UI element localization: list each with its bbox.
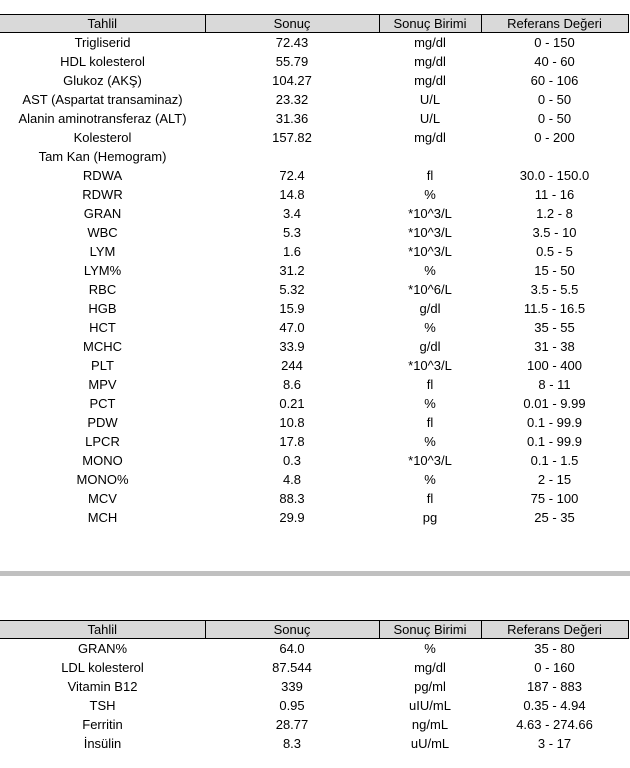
unit-cell: U/L (419, 111, 441, 126)
table-row (0, 299, 628, 318)
test-name-cell: MCH (87, 510, 118, 525)
test-name-cell: AST (Aspartat transaminaz) (22, 92, 183, 107)
reference-cell: 1.2 - 8 (536, 206, 573, 221)
table-row (0, 451, 628, 470)
table-row (0, 489, 628, 508)
reference-cell: 75 - 100 (530, 491, 579, 506)
reference-cell: 3.5 - 5.5 (530, 282, 579, 297)
reference-cell: 0 - 150 (534, 35, 575, 50)
result-cell: 8.3 (282, 736, 302, 751)
table-row (0, 147, 628, 166)
test-name-cell: LYM (89, 244, 116, 259)
test-name-cell: GRAN% (77, 641, 128, 656)
column-header: Sonuç (205, 621, 379, 639)
unit-cell: g/dl (419, 339, 441, 354)
result-cell: 33.9 (279, 339, 305, 354)
table-row (0, 413, 628, 432)
unit-cell: *10^3/L (408, 453, 452, 468)
test-name-cell: TSH (89, 698, 116, 713)
table-row (0, 90, 628, 109)
table-row (0, 223, 628, 242)
column-header: Referans Değeri (481, 621, 628, 639)
test-name-cell: Alanin aminotransferaz (ALT) (18, 111, 187, 126)
table-1-body (0, 15, 628, 528)
test-name-cell: PDW (87, 415, 118, 430)
result-cell: 15.9 (279, 301, 305, 316)
reference-cell: 3.5 - 10 (532, 225, 577, 240)
result-cell: 88.3 (279, 491, 305, 506)
reference-cell: 8 - 11 (538, 377, 571, 392)
result-cell: 8.6 (282, 377, 302, 392)
unit-cell: uU/mL (410, 736, 450, 751)
result-cell: 55.79 (275, 54, 309, 69)
table-row (0, 242, 628, 261)
result-cell: 5.3 (282, 225, 302, 240)
unit-cell: mg/dl (414, 54, 446, 69)
result-cell: 10.8 (279, 415, 305, 430)
unit-cell: *10^3/L (408, 225, 452, 240)
column-header: Sonuç Birimi (379, 621, 481, 639)
result-cell: 87.544 (272, 660, 312, 675)
result-cell: 29.9 (279, 510, 305, 525)
unit-cell: *10^3/L (408, 206, 452, 221)
test-name-cell: Kolesterol (73, 130, 132, 145)
unit-cell: % (424, 320, 436, 335)
reference-cell: 0.1 - 1.5 (530, 453, 579, 468)
reference-cell: 0 - 160 (534, 660, 575, 675)
result-cell: 0.3 (282, 453, 302, 468)
result-cell: 64.0 (279, 641, 305, 656)
unit-cell: mg/dl (414, 35, 446, 50)
result-cell: 17.8 (279, 434, 305, 449)
unit-cell: pg (422, 510, 438, 525)
table-row (0, 734, 628, 753)
test-name-cell: HCT (89, 320, 116, 335)
reference-cell: 35 - 80 (534, 641, 575, 656)
table-2-body (0, 621, 628, 754)
test-name-cell: Glukoz (AKŞ) (63, 73, 142, 88)
table-row (0, 356, 628, 375)
table-row (0, 375, 628, 394)
column-header: Tahlil (0, 621, 205, 639)
reference-cell: 100 - 400 (527, 358, 582, 373)
table-row (0, 318, 628, 337)
table-row (0, 432, 628, 451)
reference-cell: 0 - 50 (537, 92, 572, 107)
table-row (0, 33, 628, 53)
table-row (0, 508, 628, 527)
unit-cell: pg/ml (414, 679, 446, 694)
reference-cell: 0.01 - 9.99 (523, 396, 586, 411)
test-name-cell: PCT (89, 396, 116, 411)
result-cell: 31.2 (279, 263, 305, 278)
reference-cell: 0.35 - 4.94 (523, 698, 586, 713)
reference-cell: 31 - 38 (534, 339, 575, 354)
test-name-cell: İnsülin (83, 736, 122, 751)
unit-cell: mg/dl (414, 660, 446, 675)
unit-cell: mg/dl (414, 73, 446, 88)
result-cell: 157.82 (272, 130, 312, 145)
lab-results-table-2 (0, 620, 629, 753)
result-cell: 244 (281, 358, 303, 373)
reference-cell: 35 - 55 (534, 320, 575, 335)
test-name-cell: MPV (88, 377, 117, 392)
unit-cell: *10^6/L (408, 282, 452, 297)
reference-cell: 60 - 106 (530, 73, 579, 88)
reference-cell: 40 - 60 (534, 54, 575, 69)
test-name-cell: MONO% (76, 472, 129, 487)
result-cell: 28.77 (275, 717, 309, 732)
unit-cell: mg/dl (414, 130, 446, 145)
table-row (0, 185, 628, 204)
unit-cell: fl (426, 168, 434, 183)
unit-cell: *10^3/L (408, 244, 452, 259)
result-cell (205, 147, 379, 166)
table-row (0, 658, 628, 677)
table-row (0, 280, 628, 299)
test-name-cell: LYM% (83, 263, 122, 278)
result-cell: 3.4 (282, 206, 302, 221)
reference-cell: 25 - 35 (534, 510, 575, 525)
reference-cell: 15 - 50 (534, 263, 575, 278)
test-name-cell: Vitamin B12 (67, 679, 138, 694)
table-row (0, 128, 628, 147)
table-row (0, 204, 628, 223)
unit-cell: g/dl (419, 301, 441, 316)
result-cell: 339 (281, 679, 303, 694)
reference-cell: 4.63 - 274.66 (516, 717, 593, 732)
unit-cell: % (424, 641, 436, 656)
column-header: Referans Değeri (481, 15, 628, 33)
unit-cell: U/L (419, 92, 441, 107)
table-row (0, 696, 628, 715)
unit-cell (379, 147, 481, 166)
reference-cell: 2 - 15 (537, 472, 572, 487)
unit-cell: % (424, 434, 436, 449)
lab-results-table-1 (0, 14, 629, 527)
unit-cell: uIU/mL (409, 698, 451, 713)
unit-cell: fl (426, 415, 434, 430)
unit-cell: % (424, 187, 436, 202)
table-row (0, 109, 628, 128)
result-cell: 31.36 (275, 111, 309, 126)
test-name-cell: LPCR (85, 434, 120, 449)
header-row (0, 15, 628, 33)
unit-cell: % (424, 396, 436, 411)
test-name-cell: RDWR (82, 187, 123, 202)
table-row (0, 677, 628, 696)
test-name-cell: Trigliserid (74, 35, 131, 50)
result-cell: 72.43 (275, 35, 309, 50)
unit-cell: % (424, 472, 436, 487)
unit-cell: % (424, 263, 436, 278)
table-row (0, 337, 628, 356)
reference-cell: 0 - 50 (537, 111, 572, 126)
table-row (0, 52, 628, 71)
column-header: Tahlil (0, 15, 205, 33)
result-cell: 0.21 (279, 396, 305, 411)
reference-cell: 0.1 - 99.9 (527, 415, 582, 430)
column-header: Sonuç (205, 15, 379, 33)
test-name-cell: MCHC (83, 339, 122, 354)
result-cell: 23.32 (275, 92, 309, 107)
test-name-cell: MCV (88, 491, 117, 506)
test-name-cell: Tam Kan (Hemogram) (38, 149, 167, 164)
result-cell: 0.95 (279, 698, 305, 713)
column-header: Sonuç Birimi (379, 15, 481, 33)
table-row (0, 470, 628, 489)
reference-cell: 11 - 16 (534, 187, 575, 202)
result-cell: 1.6 (282, 244, 302, 259)
unit-cell: fl (426, 377, 434, 392)
test-name-cell: HGB (88, 301, 117, 316)
unit-cell: *10^3/L (408, 358, 452, 373)
reference-cell: 11.5 - 16.5 (523, 301, 586, 316)
test-name-cell: GRAN (83, 206, 122, 221)
unit-cell: ng/mL (411, 717, 449, 732)
reference-cell: 0 - 200 (534, 130, 575, 145)
reference-cell: 3 - 17 (537, 736, 572, 751)
unit-cell: fl (426, 491, 434, 506)
test-name-cell: Ferritin (82, 717, 123, 732)
result-cell: 14.8 (279, 187, 305, 202)
header-row (0, 621, 628, 639)
test-name-cell: LDL kolesterol (61, 660, 144, 675)
reference-cell (481, 147, 628, 166)
reference-cell: 187 - 883 (527, 679, 582, 694)
result-cell: 104.27 (272, 73, 312, 88)
test-name-cell: PLT (91, 358, 114, 373)
table-row (0, 261, 628, 280)
result-cell: 4.8 (282, 472, 302, 487)
table-row (0, 166, 628, 185)
result-cell: 5.32 (279, 282, 305, 297)
test-name-cell: RBC (88, 282, 117, 297)
reference-cell: 0.1 - 99.9 (527, 434, 582, 449)
test-name-cell: WBC (87, 225, 118, 240)
result-cell: 47.0 (279, 320, 305, 335)
table-row (0, 715, 628, 734)
table-row (0, 639, 628, 659)
test-name-cell: HDL kolesterol (60, 54, 145, 69)
reference-cell: 30.0 - 150.0 (519, 168, 590, 183)
reference-cell: 0.5 - 5 (536, 244, 573, 259)
table-row (0, 71, 628, 90)
test-name-cell: RDWA (82, 168, 123, 183)
result-cell: 72.4 (279, 168, 305, 183)
page-separator (0, 571, 630, 576)
table-row (0, 394, 628, 413)
test-name-cell: MONO (82, 453, 123, 468)
